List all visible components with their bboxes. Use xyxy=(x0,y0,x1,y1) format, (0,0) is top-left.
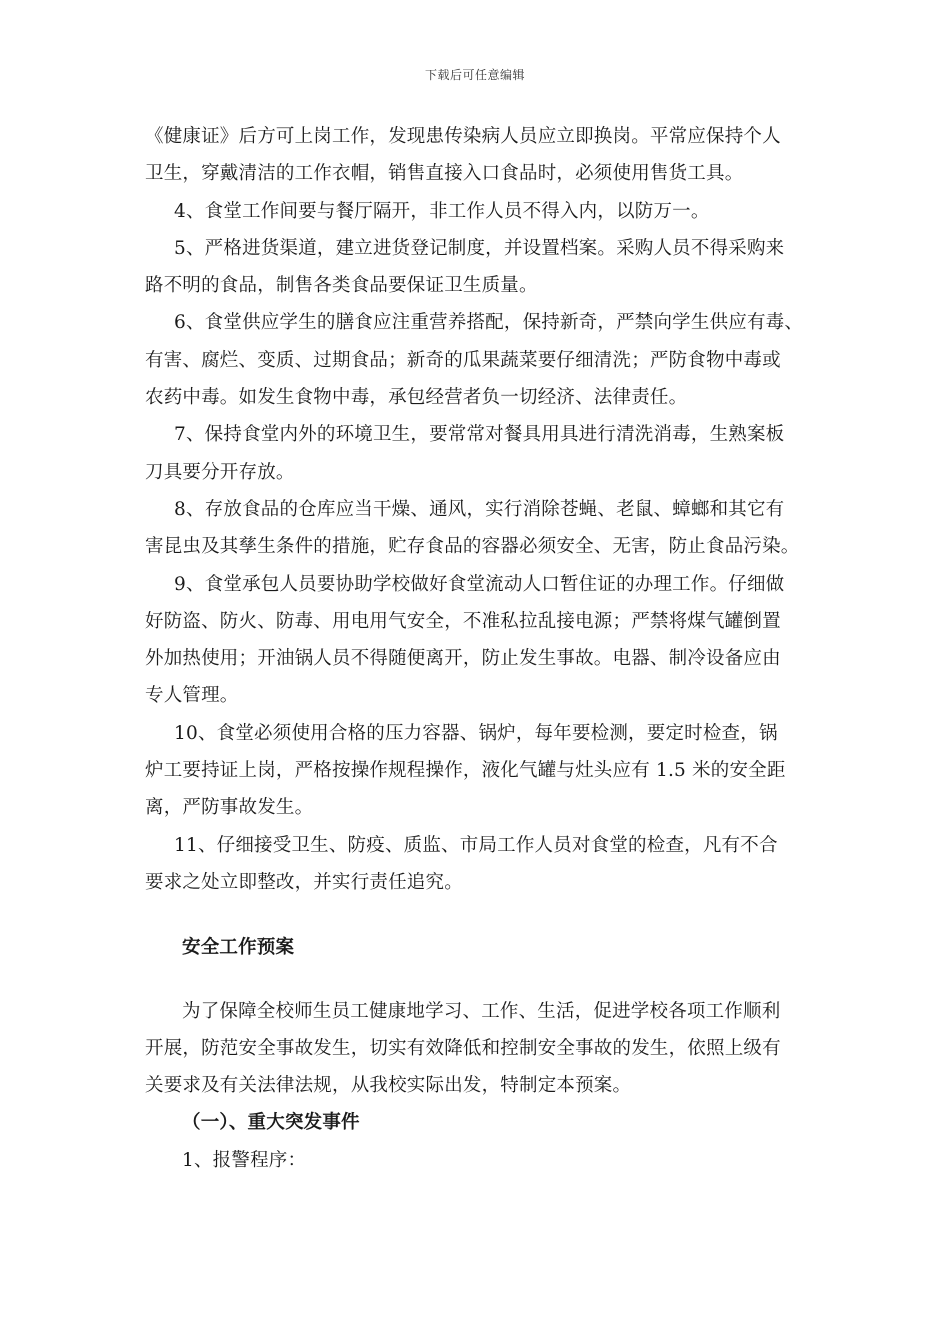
page-header: 下载后可任意编辑 xyxy=(424,68,525,82)
text-line: 关要求及有关法律法规，从我校实际出发，特制定本预案。 xyxy=(145,1075,632,1097)
text-line: 7、保持食堂内外的环境卫生，要常常对餐具用具进行清洗消毒，生熟案板 xyxy=(174,424,785,446)
text-line: 好防盗、防火、防毒、用电用气安全，不准私拉乱接电源；严禁将煤气罐倒置 xyxy=(145,610,781,632)
text-line: 要求之处立即整改，并实行责任追究。 xyxy=(145,871,463,893)
text-line: 专人管理。 xyxy=(145,685,239,707)
text-line: 8、存放食品的仓库应当干燥、通风，实行消除苍蝇、老鼠、蟑螂和其它有 xyxy=(174,498,785,520)
text-line: 外加热使用；开油锅人员不得随便离开，防止发生事故。电器、制冷设备应由 xyxy=(145,648,781,670)
text-line: 路不明的食品，制售各类食品要保证卫生质量。 xyxy=(145,275,538,297)
text-line: 《健康证》后方可上岗工作，发现患传染病人员应立即换岗。平常应保持个人 xyxy=(145,126,781,147)
text-line: 4、食堂工作间要与餐厅隔开，非工作人员不得入内，以防万一。 xyxy=(174,200,710,222)
text-line: 5、严格进货渠道，建立进货登记制度，并设置档案。采购人员不得采购来 xyxy=(174,237,785,259)
text-line: 9、食堂承包人员要协助学校做好食堂流动人口暂住证的办理工作。仔细做 xyxy=(174,573,785,595)
text-line: 为了保障全校师生员工健康地学习、工作、生活，促进学校各项工作顺利 xyxy=(182,1000,781,1022)
text-line: 开展，防范安全事故发生，切实有效降低和控制安全事故的发生，依照上级有 xyxy=(145,1037,781,1059)
section-title: 安全工作预案 xyxy=(182,937,295,959)
spacer xyxy=(145,901,810,929)
paragraph-9 xyxy=(145,566,810,715)
paragraph-5 xyxy=(145,230,810,305)
paragraph-6 xyxy=(145,304,810,416)
paragraph-7 xyxy=(145,416,810,491)
text-line: 害昆虫及其孳生条件的措施，贮存食品的容器必须安全、无害，防止食品污染。 xyxy=(145,536,800,558)
list-item: 1、报警程序： xyxy=(182,1149,307,1171)
document-body xyxy=(145,118,810,1179)
spacer xyxy=(145,967,810,993)
intro-paragraph xyxy=(145,993,810,1105)
paragraph-8 xyxy=(145,491,810,566)
text-line: 有害、腐烂、变质、过期食品；新奇的瓜果蔬菜要仔细清洗；严防食物中毒或 xyxy=(145,349,781,371)
text-line: 卫生，穿戴清洁的工作衣帽，销售直接入口食品时，必须使用售货工具。 xyxy=(145,163,744,185)
text-line: 6、食堂供应学生的膳食应注重营养搭配，保持新奇，严禁向学生供应有毒、 xyxy=(174,312,804,334)
paragraph-3-continued xyxy=(145,118,810,193)
text-line: 刀具要分开存放。 xyxy=(145,461,295,483)
paragraph-4 xyxy=(145,193,810,230)
text-line: 10、食堂必须使用合格的压力容器、锅炉，每年要检测，要定时检查，锅 xyxy=(174,722,778,744)
subsection-heading: （一）、重大突发事件 xyxy=(182,1112,360,1134)
text-line: 离，严防事故发生。 xyxy=(145,797,314,819)
text-line: 农药中毒。如发生食物中毒，承包经营者负一切经济、法律责任。 xyxy=(145,387,688,409)
paragraph-10 xyxy=(145,715,810,827)
text-line: 11、仔细接受卫生、防疫、质监、市局工作人员对食堂的检查，凡有不合 xyxy=(174,834,778,856)
paragraph-11 xyxy=(145,827,810,902)
text-line: 炉工要持证上岗，严格按操作规程操作，液化气罐与灶头应有 1.5 米的安全距 xyxy=(145,760,786,782)
